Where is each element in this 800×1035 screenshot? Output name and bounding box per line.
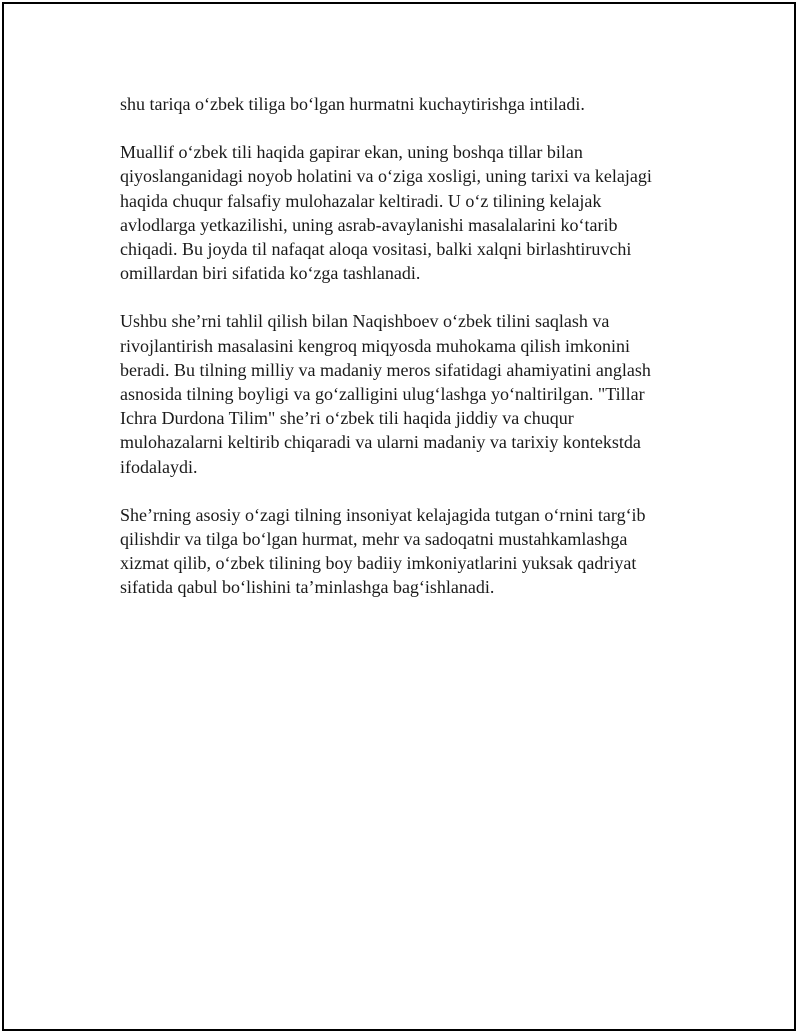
paragraph-1	[120, 92, 680, 116]
text-line: She’rning asosiy o‘zagi tilning insoniyat kelajagida tutgan o‘rnini targ‘ib	[120, 504, 646, 525]
page-frame	[2, 2, 796, 1031]
text-line: Muallif o‘zbek tili haqida gapirar ekan, uning boshqa tillar bilan	[120, 142, 583, 163]
text-line: rivojlantirish masalasini kengroq miqyosda muhokama qilish imkonini	[120, 335, 630, 356]
paragraph-3	[120, 309, 680, 478]
text-line: Ushbu she’rni tahlil qilish bilan Naqishboev o‘zbek tilini saqlash va	[120, 311, 610, 332]
text-line: asnosida tilning boyligi va go‘zalligini ulug‘lashga yo‘naltirilgan. "Tillar	[120, 384, 645, 405]
text-line: haqida chuqur falsafiy mulohazalar keltiradi. U o‘z tilining kelajak	[120, 190, 602, 211]
text-line: avlodlarga yetkazilishi, uning asrab-avaylanishi masalalarini ko‘tarib	[120, 214, 618, 235]
document-body	[120, 92, 680, 624]
paragraph-4	[120, 503, 680, 600]
text-line: xizmat qilib, o‘zbek tilining boy badiiy imkoniyatlarini yuksak qadriyat	[120, 553, 637, 574]
paragraph-2	[120, 140, 680, 285]
text-line: mulohazalarni keltirib chiqaradi va ularni madaniy va tarixiy kontekstda	[120, 432, 641, 453]
text-line: omillardan biri sifatida ko‘zga tashlanadi.	[120, 263, 421, 284]
text-line: Ichra Durdona Tilim" she’ri o‘zbek tili haqida jiddiy va chuqur	[120, 408, 574, 429]
text-line: beradi. Bu tilning milliy va madaniy meros sifatidagi ahamiyatini anglash	[120, 359, 651, 380]
text-line: qilishdir va tilga bo‘lgan hurmat, mehr va sadoqatni mustahkamlashga	[120, 529, 628, 550]
text-line: shu tariqa o‘zbek tiliga bo‘lgan hurmatni kuchaytirishga intiladi.	[120, 94, 585, 114]
text-line: chiqadi. Bu joyda til nafaqat aloqa vositasi, balki xalqni birlashtiruvchi	[120, 239, 632, 260]
text-line: ifodalaydi.	[120, 456, 198, 477]
text-line: sifatida qabul bo‘lishini ta’minlashga bag‘ishlanadi.	[120, 577, 495, 598]
text-line: qiyoslanganidagi noyob holatini va o‘ziga xosligi, uning tarixi va kelajagi	[120, 166, 652, 187]
